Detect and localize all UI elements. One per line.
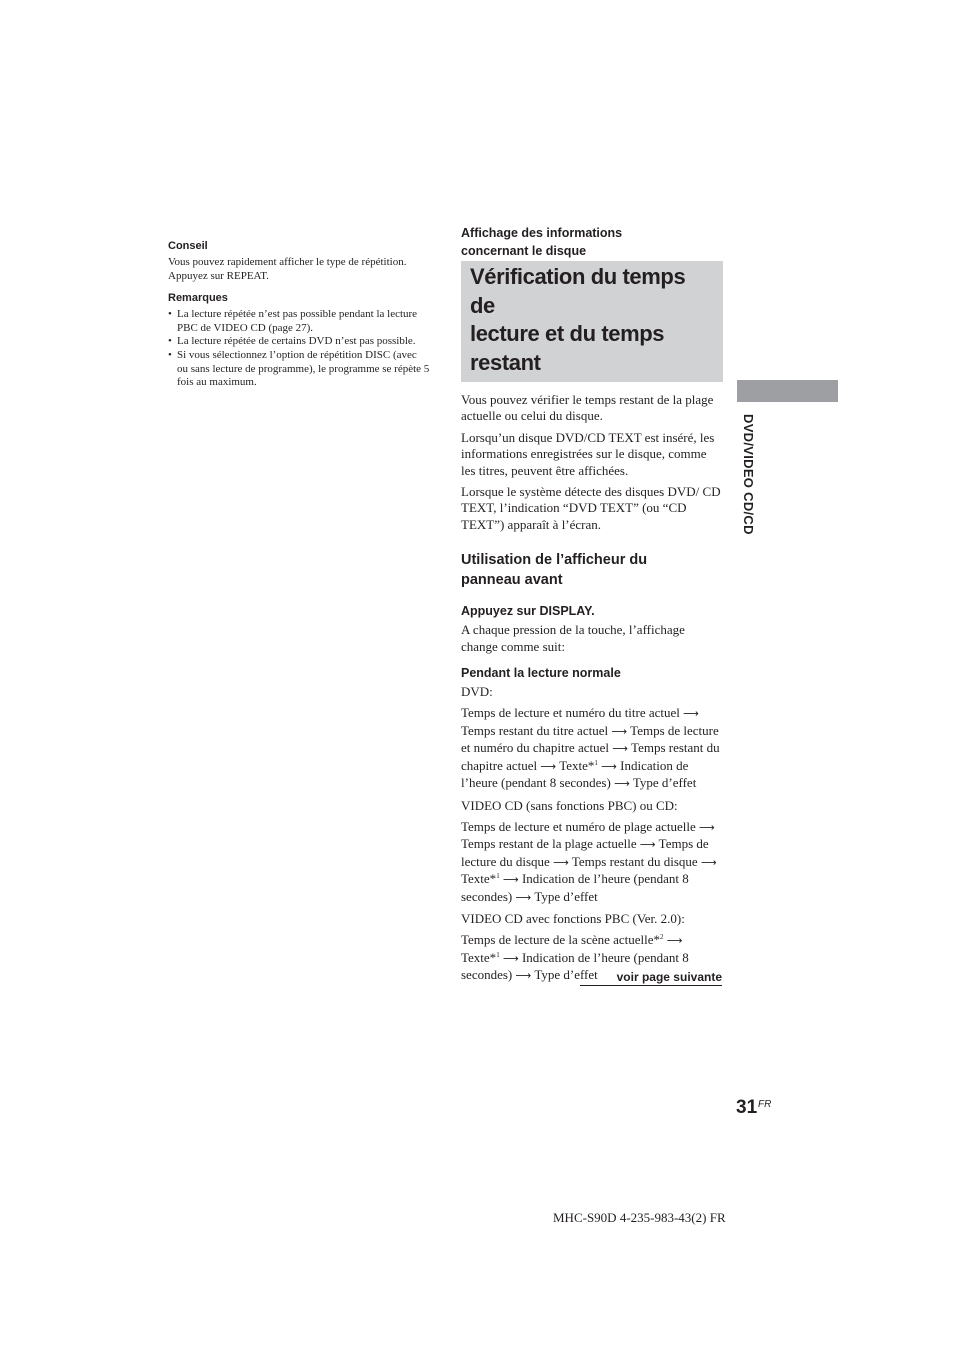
- intro-text: [461, 392, 723, 533]
- arrow-icon: ⟶: [639, 838, 656, 852]
- page-title: [461, 261, 723, 382]
- step-text: A chaque pression de la touche, l’affichage change comme suit:: [461, 622, 685, 654]
- arrow-icon: ⟶: [612, 742, 629, 756]
- arrow-icon: ⟶: [683, 707, 699, 721]
- arrow-icon: ⟶: [502, 951, 519, 965]
- arrow-icon: ⟶: [515, 969, 532, 983]
- arrow-icon: ⟶: [553, 855, 569, 869]
- footnote-marker: 2: [660, 933, 664, 942]
- arrow-icon: ⟶: [666, 934, 683, 948]
- page-number: 31: [736, 1097, 758, 1118]
- arrow-icon: ⟶: [699, 820, 715, 834]
- title-line: restant: [470, 349, 541, 375]
- dvd-sequence: Temps de lecture et numéro du titre actuel ⟶ Temps restant du titre actuel ⟶ Temps de lecture et numéro du chapitre actuel ⟶ Temps restant du chapitre actuel ⟶ Texte*$^1$ ⟶ Indication de l’heure (pendant 8 secondes) ⟶ Type d’effet: [461, 705, 720, 791]
- kicker-line: concernant le disque: [461, 244, 587, 258]
- notes-heading: Remarques: [168, 292, 228, 305]
- tip-text: Vous pouvez rapidement afficher le type de répétition. Appuyez sur REPEAT.: [168, 256, 407, 282]
- arrow-icon: ⟶: [540, 759, 557, 773]
- notes-list: [168, 308, 430, 390]
- section-kicker: [461, 224, 723, 260]
- step-heading: Appuyez sur DISPLAY.: [461, 604, 595, 619]
- note-item: • La lecture répétée de certains DVD n’est pas possible.: [177, 335, 430, 349]
- kicker-line: Affichage des informations: [461, 226, 623, 240]
- title-line: Vérification du temps de: [470, 264, 686, 318]
- arrow-icon: ⟶: [515, 890, 532, 904]
- vcd-sequence: Temps de lecture et numéro de plage actuelle ⟶ Temps restant de la plage actuelle ⟶ Temps de lecture du disque ⟶ Temps restant du disque ⟶ Texte*$^1$ ⟶ Indication de l’heure (pendant 8 secondes) ⟶ Type d’effet: [461, 818, 717, 904]
- pbc-label: VIDEO CD avec fonctions PBC (Ver. 2.0):: [461, 910, 685, 926]
- page-language: FR: [758, 1099, 772, 1110]
- note-item: • La lecture répétée n’est pas possible pendant la lecture PBC de VIDEO CD (page 27).: [177, 308, 430, 335]
- model-line: MHC-S90D 4-235-983-43(2) FR: [553, 1210, 726, 1225]
- vcd-label: VIDEO CD (sans fonctions PBC) ou CD:: [461, 797, 678, 813]
- next-page-link[interactable]: voir page suivante: [580, 970, 722, 986]
- arrow-icon: ⟶: [611, 724, 628, 738]
- arrow-icon: ⟶: [614, 777, 630, 791]
- section-heading-line: panneau avant: [461, 572, 563, 589]
- footnote-marker: 1: [594, 758, 598, 767]
- pbc-sequence: Temps de lecture de la scène actuelle*$^2$ ⟶ Texte*$^1$ ⟶ Indication de l’heure (pendant 8 secondes) ⟶ Type d’effet: [461, 932, 689, 983]
- right-column: [461, 224, 723, 985]
- intro-paragraph: Lorsqu’un disque DVD/CD TEXT est inséré, les informations enregistrées sur le disque, comme les titres, peuvent être affichées.: [461, 429, 715, 478]
- arrow-icon: ⟶: [700, 855, 717, 869]
- left-column: [168, 240, 430, 390]
- intro-paragraph: Lorsque le système détecte des disques DVD/ CD TEXT, l’indication “DVD TEXT” (ou “CD TEXT”) apparaît à l’écran.: [461, 484, 721, 532]
- section-heading-line: Utilisation de l’afficheur du: [461, 552, 648, 569]
- arrow-icon: ⟶: [502, 873, 519, 887]
- tip-heading: Conseil: [168, 240, 208, 252]
- section-heading: [461, 550, 723, 590]
- title-line: lecture et du temps: [470, 321, 665, 346]
- side-tab-label: DVD/VIDEO CD/CD: [741, 414, 756, 535]
- arrow-icon: ⟶: [601, 759, 617, 773]
- normal-play-heading: Pendant la lecture normale: [461, 666, 621, 681]
- footnote-marker: 1: [496, 950, 500, 959]
- note-item: • Si vous sélectionnez l’option de répétition DISC (avec ou sans lecture de programme), le programme se répète 5 fois au maximum.: [177, 349, 430, 390]
- footnote-marker: 1: [496, 872, 500, 881]
- intro-paragraph: Vous pouvez vérifier le temps restant de la plage actuelle ou celui du disque.: [461, 392, 714, 424]
- dvd-label: DVD:: [461, 684, 493, 700]
- side-tab: [737, 380, 838, 402]
